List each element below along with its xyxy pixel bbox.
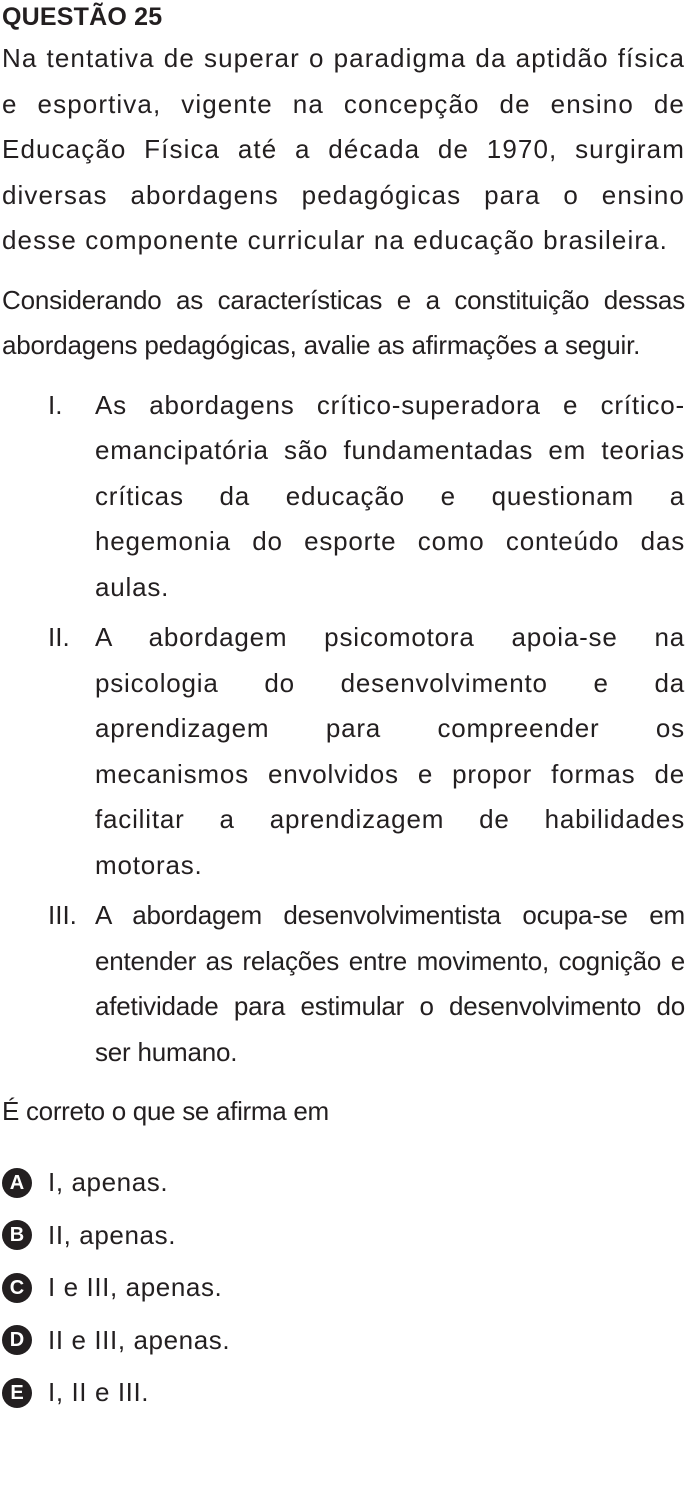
option-e[interactable] xyxy=(2,1367,685,1420)
option-text: I, II e III. xyxy=(48,1377,150,1408)
statement-iii xyxy=(2,893,685,1075)
option-d[interactable] xyxy=(2,1314,685,1367)
option-letter-badge: D xyxy=(2,1325,32,1355)
statement-ii xyxy=(2,615,685,888)
statement-text: A abordagem desenvolvimentista ocupa-se em entender as relações entre movimento, cognição e afetividade para estimular o desenvolvimento do ser humano. xyxy=(95,900,685,1067)
option-letter-badge: B xyxy=(2,1220,32,1250)
option-text: I, apenas. xyxy=(48,1167,169,1198)
option-letter-badge: A xyxy=(2,1168,32,1198)
option-text: I e III, apenas. xyxy=(48,1272,223,1303)
statement-numeral: I. xyxy=(48,389,63,420)
statement-text: A abordagem psicomotora apoia-se na psicologia do desenvolvimento e da aprendizagem para compreender os mecanismos envolvidos e propor formas de facilitar a aprendizagem de habilidades motoras. xyxy=(95,622,685,880)
option-c[interactable] xyxy=(2,1262,685,1315)
option-letter-badge: C xyxy=(2,1273,32,1303)
question-page xyxy=(0,2,687,1503)
statement-i xyxy=(2,383,685,611)
question-title: QUESTÃO 25 xyxy=(2,3,163,31)
option-b[interactable] xyxy=(2,1209,685,1262)
question-stem: É correto o que se afirma em xyxy=(2,1096,329,1126)
statement-text: As abordagens crítico-superadora e crítico-emancipatória são fundamentadas em teorias críticas da educação e questionam a hegemonia do esporte como conteúdo das aulas. xyxy=(95,389,685,602)
option-text: II e III, apenas. xyxy=(48,1324,231,1355)
question-context: Considerando as características e a constituição dessas abordagens pedagógicas, avalie as afirmações a seguir. xyxy=(2,284,685,360)
statement-list xyxy=(2,383,685,1076)
statement-numeral: III. xyxy=(48,900,77,930)
answer-options xyxy=(2,1157,685,1420)
option-a[interactable] xyxy=(2,1157,685,1210)
statement-numeral: II. xyxy=(48,622,70,652)
option-text: II, apenas. xyxy=(48,1219,177,1250)
option-letter-badge: E xyxy=(2,1378,32,1408)
question-intro: Na tentativa de superar o paradigma da aptidão física e esportiva, vigente na concepção de ensino de Educação Física até a década de 1970, surgiram diversas abordagens pedagógicas para o ensino desse componente curricular na educação brasileira. xyxy=(2,43,685,255)
